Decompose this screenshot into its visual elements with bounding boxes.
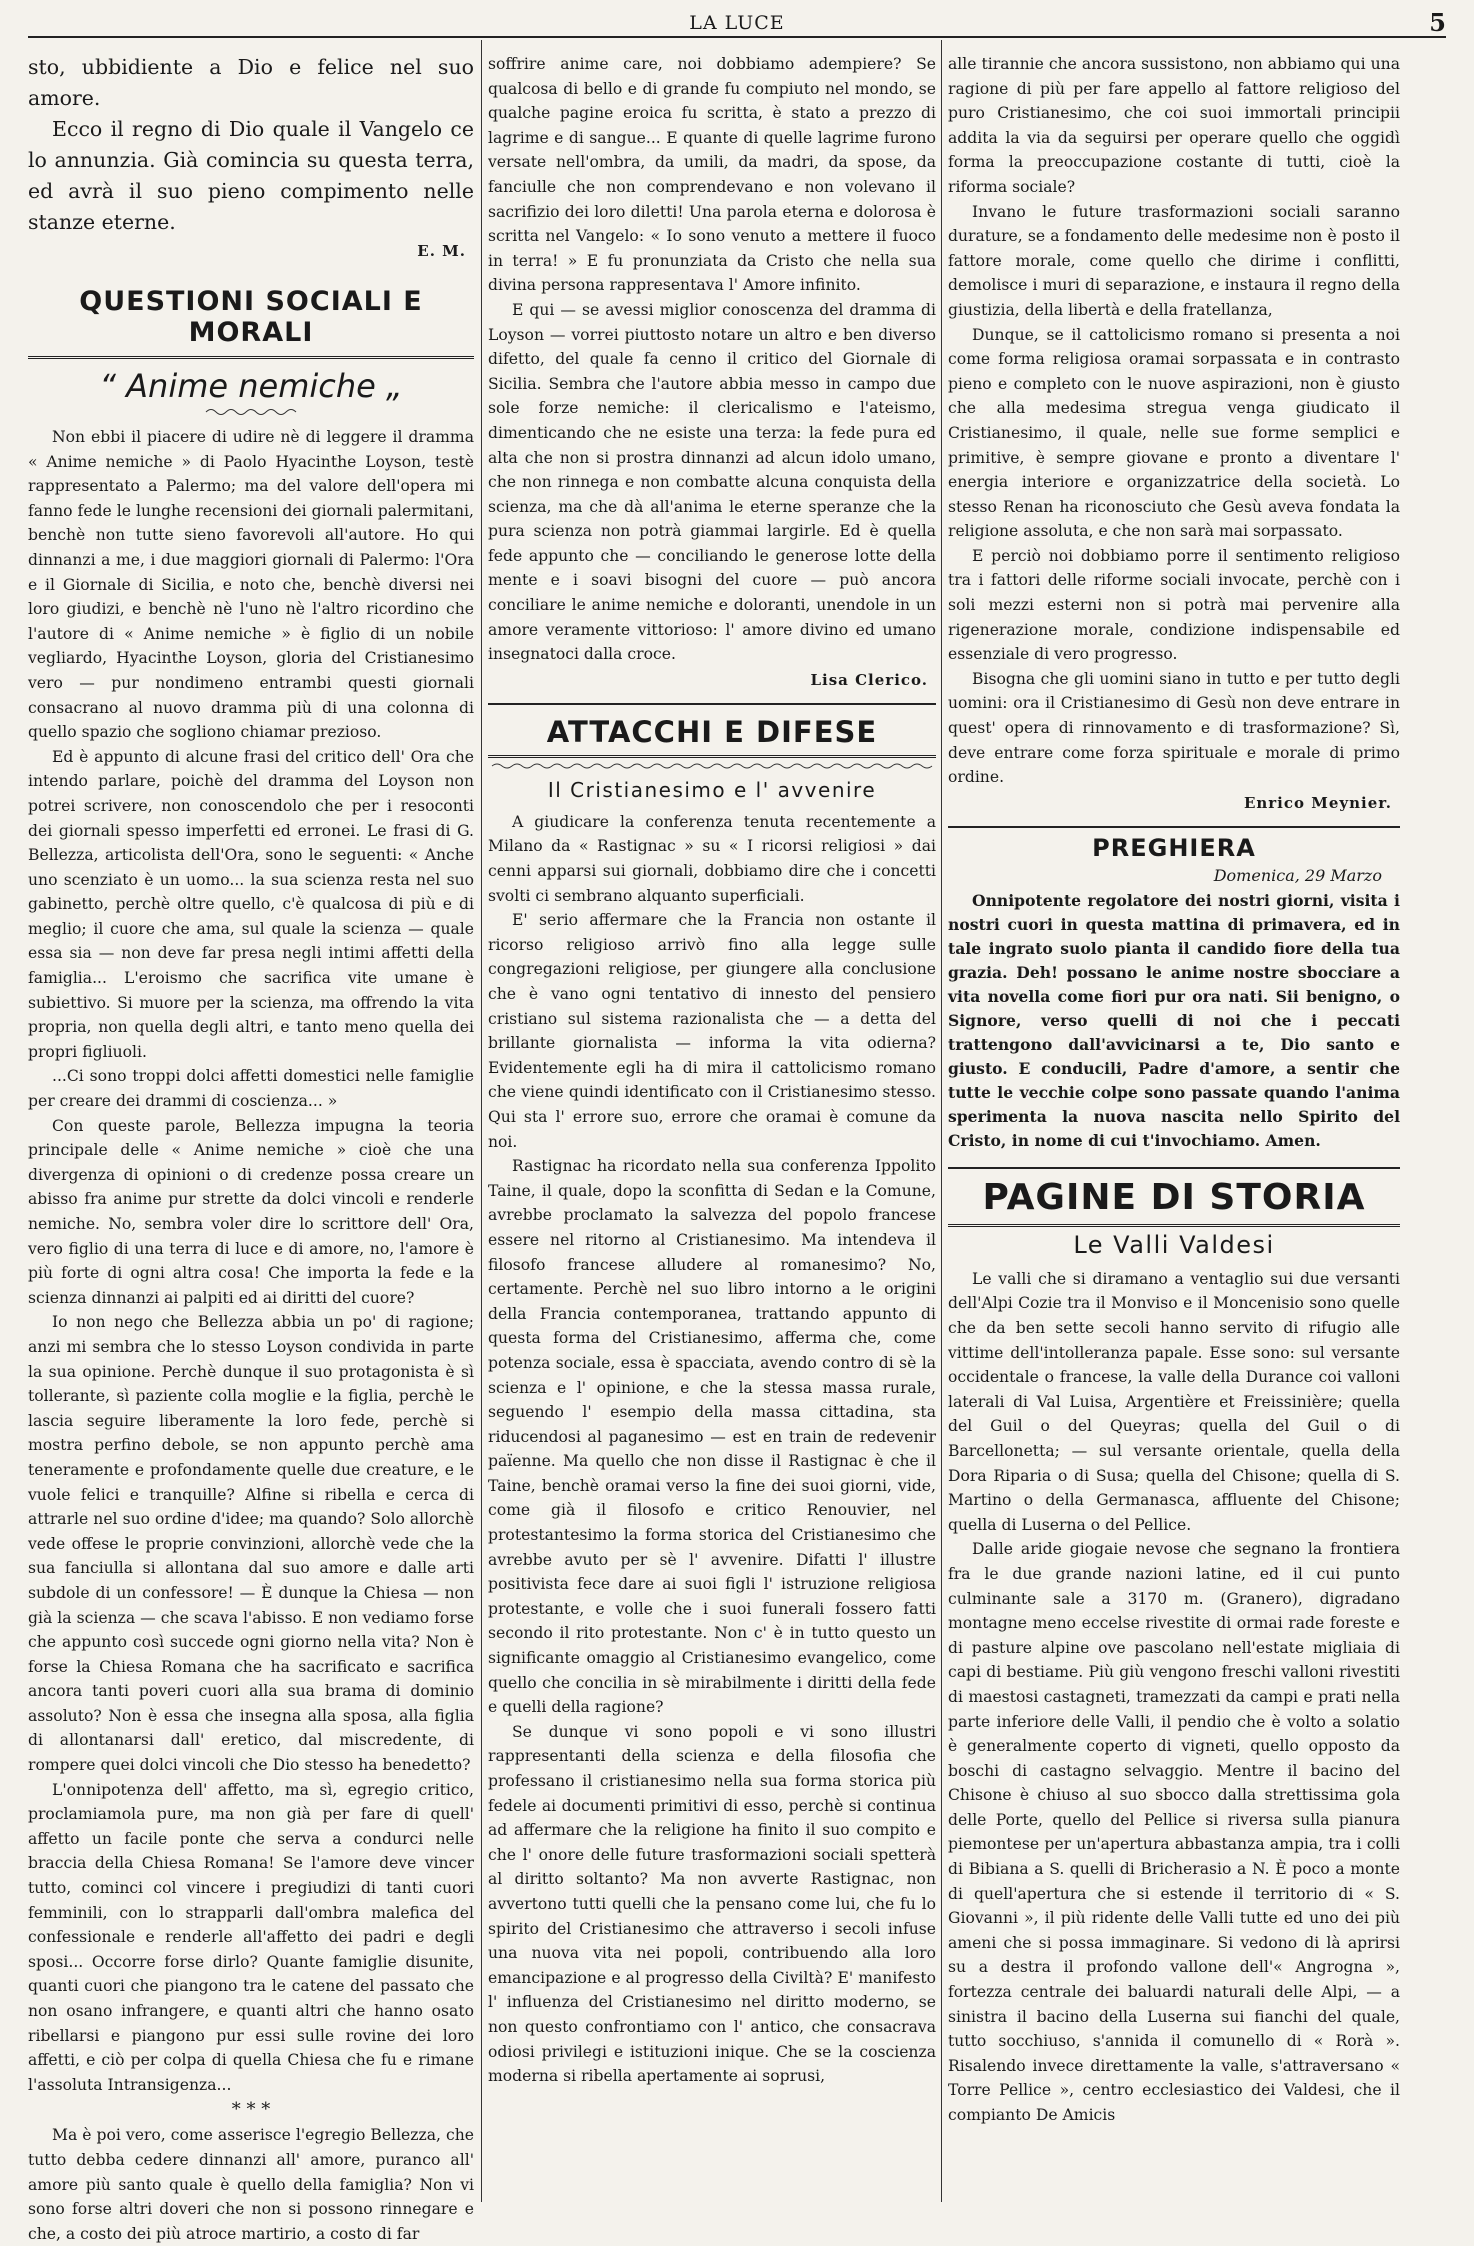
article-subtitle: Il Cristianesimo e l' avvenire xyxy=(547,777,877,802)
article-title: “ Anime nemiche „ xyxy=(99,367,403,405)
paragraph: ...Ci sono troppi dolci affetti domestici nelle famiglie per creare dei drammi di coscienza... » xyxy=(28,1067,474,1111)
article-body xyxy=(488,810,936,2089)
signature: E. M. xyxy=(417,242,466,260)
paragraph: Rastignac ha ricordato nella sua conferenza Ippolito Taine, il quale, dopo la sconfitta di Sedan e la Comune, avrebbe proclamato la salvezza del popolo francese essere nel ritorno al Cristianesimo. Ma intendeva il filosofo francese alludere al romanesimo? No, certamente. Perchè nel suo libro intorno a le origini della Francia contemporanea, trattando appunto di questa forma del Cristianesimo, afferma che, come potenza sociale, essa è spacciata, avendo contro di sè la scienza e l' opinione, e che la stessa massa rurale, seguendo l' esempio della massa cittadina, sta riducendosi al paganesimo — est en train de redevenir païenne. Ma quello che non disse il Rastignac è che il Taine, benchè oramai verso la fine dei suoi giorni, vide, come già il filosofo e critico Renouvier, nel protestantesimo la forma storica del Cristianesimo che avrebbe avuto per sè l' avvenire. Difatti l' illustre positivista fece dare ai suoi figli l' istruzione religiosa protestante, e volle che i suoi funerali fossero fatti secondo il rito protestante. Non c' è in tutto questo un significante omaggio al Cristianesimo evangelico, come quello che concilia in sè mirabilmente i diritti della fede e quelli della ragione? xyxy=(488,1157,936,1717)
article-body xyxy=(28,425,474,2246)
section-heading: PREGHIERA xyxy=(948,826,1400,862)
section-heading: PAGINE DI STORIA xyxy=(948,1167,1400,1227)
paragraph: Dunque, se il cattolicismo romano si presenta a noi come forma religiosa oramai sorpassata e in contrasto pieno e completo con le nuove aspirazioni, non è giusto che alla medesima stregua venga giudicato il Cristianesimo, il quale, nelle sue forme semplici e primitive, è sempre giovane e pronto a diventare l' energia interiore e organizzatrice della società. Lo stesso Renan ha riconosciuto che Gesù aveva fondata la religione assoluta, e che non sarà mai sorpassato. xyxy=(948,325,1400,541)
paragraph: Se dunque vi sono popoli e vi sono illustri rappresentanti della scienza e della filosofia che professano il cristianesimo nella sua forma storica più fedele ai documenti primitivi di esso, perchè si continua ad affermare che la religione ha finito il suo compito e che l' onore delle future trasformazioni sociali spetterà al diritto soltanto? Ma non avverte Rastignac, non avvertono tutti quelli che la pensano come lui, che fu lo spirito del Cristianesimo che attraverso i secoli infuse una nuova vita nei popoli, contribuendo alla loro emancipazione e al progresso della Civiltà? E' manifesto l' influenza del Cristianesimo nel diritto moderno, se non questo confrontiamo con l' antico, che consacrava odiosi privilegi e istituzioni inique. Che se la coscienza moderna si ribella apertamente ai soprusi, xyxy=(488,1722,936,2086)
asterism: * * * xyxy=(231,2099,271,2121)
paragraph: Ecco il regno di Dio quale il Vangelo ce lo annunzia. Già comincia su questa terra, ed avrà il suo pieno compimento nelle stanze eterne. xyxy=(28,117,474,234)
prayer-body xyxy=(948,889,1400,1153)
column-rule xyxy=(481,40,482,2202)
column-rule xyxy=(941,40,942,2202)
dateline: Domenica, 29 Marzo xyxy=(1213,865,1382,885)
paragraph: Invano le future trasformazioni sociali saranno durature, se a fondamento delle medesime non è posto il fattore morale, come quello che dirime i conflitti, demolisce i muri di separazione, e instaura il regno della giustizia, della libertà e della fratellanza, xyxy=(948,202,1400,319)
paragraph: Non ebbi il piacere di udire nè di leggere il dramma « Anime nemiche » di Paolo Hyacinthe Loyson, testè rappresentato a Palermo; ma del valore dell'opera mi fanno fede le lunghe recensioni dei giornali palermitani, benchè non tutte sieno favorevoli all'autore. Ho qui dinnanzi a me, i due maggiori giornali di Palermo: l'Ora e il Giornale di Sicilia, e noto che, benchè diversi nei loro giudizi, e benchè nè l'uno nè l'altro ricordino che l'autore di « Anime nemiche » è figlio di un nobile vegliardo, Hyacinthe Loyson, gloria del Cristianesimo vero — pur nondimeno entrambi questi giornali consacrano al nuovo dramma più di una colonna di quello spazio che sogliono chiamar prezioso. xyxy=(28,428,474,742)
paragraph: E perciò noi dobbiamo porre il sentimento religioso tra i fattori delle riforme sociali invocate, perchè con i soli mezzi esterni non si potrà mai pervenire alla rigenerazione morale, condizione indispensabile ed essenziale di vero progresso. xyxy=(948,546,1400,664)
paragraph: E qui — se avessi miglior conoscenza del dramma di Loyson — vorrei piuttosto notare un altro e ben diverso difetto, del quale fa cenno il critico del Giornale di Sicilia. Sembra che l'autore abbia messo in campo due sole forze nemiche: il clericalismo e l'ateismo, dimenticando che ne esiste una terza: la fede pura ed alta che non si prostra dinnanzi ad alcun idolo umano, che non rinnega e non combatte alcuna conquista della scienza, ma che dà all'anima le eterne speranze che la pura scienza non potrà giammai largirle. Ed è quella fede appunto che — conciliando le generose lotte della mente e i soavi bisogni del cuore — può ancora conciliare le anime nemiche e doloranti, unendole in un amore veramente vittorioso: l' amore divino ed umano insegnatoci dalla croce. xyxy=(488,300,936,664)
paragraph: Le valli che si diramano a ventaglio sui due versanti dell'Alpi Cozie tra il Monviso e il Moncenisio sono quelle che da ben sette secoli hanno servito di rifugio alle vittime dell'intolleranza papale. Esse sono: sul versante occidentale o francese, la valle della Durance coi valloni laterali di Val Luisa, Argentière et Freissinière; quella del Guil o del Queyras; quella del Guil o di Barcellonetta; — sul versante orientale, quella della Dora Riparia o di Susa; quella del Chisone; quella di S. Martino o della Germanasca, affluente del Chisone; quella di Luserna o del Pellice. xyxy=(948,1269,1400,1534)
paragraph: Bisogna che gli uomini siano in tutto e per tutto degli uomini: ora il Cristianesimo di Gesù non deve entrare in quest' opera di rinnovamento e di trasformazione? Sì, deve entrare come forza spirituale e morale di primo ordine. xyxy=(948,669,1400,787)
section-heading: ATTACCHI E DIFESE xyxy=(488,703,936,758)
column-3 xyxy=(948,52,1400,2200)
paragraph: sto, ubbidiente a Dio e felice nel suo amore. xyxy=(28,55,474,110)
paragraph: soffrire anime care, noi dobbiamo adempiere? Se qualcosa di bello e di grande fu compiuto nel mondo, se qualche pagine eroica fu scritta, è stato a prezzo di lagrime e di sangue... E quante di quelle lagrime furono versate nell'ombra, da umili, da madri, da spose, da fanciulle che non comprendevano e non volevano il sacrifizio dei loro diletti! Una parola eterna e dolorosa è scritta nel Vangelo: « Io sono venuto a mettere il fuoco in terra! » E fu pronunziata da Cristo che nella sua divina persona rappresentava l' Amore infinito. xyxy=(488,55,936,295)
article-body xyxy=(948,52,1400,790)
article-subtitle: Le Valli Valdesi xyxy=(1073,1230,1275,1259)
article-body xyxy=(948,1267,1400,2128)
ornament-divider xyxy=(492,762,932,770)
paragraph: L'onnipotenza dell' affetto, ma sì, egregio critico, proclamiamola pure, ma non già per fare di quell' affetto un facile ponte che serva a condurci nelle braccia della Chiesa Romana! Se l'amore deve vincer tutto, cominci col vincere i pregiudizi di tanti cuori femminili, con lo strapparli dall'ombra malefica del confessionale e renderle all'affetto dei padri e degli sposi... Occorre forse dirlo? Quante famiglie disunite, quanti cuori che piangono tra le catene del passato che non osano infrangere, e quanti altri che hanno osato ribellarsi e piangono pur essi sulle rovine dei loro affetti, e ciò per colpa di quella Chiesa che fu e rimane l'assoluta Intransigenza... xyxy=(28,1780,474,2094)
paragraph: Ma è poi vero, come asserisce l'egregio Bellezza, che tutto debba cedere dinnanzi all' amore, puranco all' amore più santo quale è quello della famiglia? Non vi sono forse altri doveri che non si possono rinnegare e che, a costo dei più atroce martirio, a costo di far xyxy=(28,2126,474,2243)
page-header xyxy=(28,6,1446,38)
signature: Enrico Meynier. xyxy=(1243,793,1392,812)
column-2 xyxy=(488,52,936,2200)
running-title: LA LUCE xyxy=(689,12,785,34)
column-1 xyxy=(28,52,474,2243)
page-number: 5 xyxy=(1429,8,1446,37)
paragraph: E' serio affermare che la Francia non ostante il ricorso religioso arrivò fino alla legge sulle congregazioni religiose, per giungere alla conclusione che è vano ogni tentativo di innesto del pensiero cristiano sul sistema razionalista che — a detta del brillante giornalista — informa la vita odierna? Evidentemente egli ha di mira il cattolicismo romano che viene quindi identificato con il Cristianesimo stesso. Qui sta l' errore suo, errore che oramai è comune da noi. xyxy=(488,911,936,1151)
paragraph: Io non nego che Bellezza abbia un po' di ragione; anzi mi sembra che lo stesso Loyson condivida in parte la sua opinione. Perchè dunque il suo protagonista è sì tollerante, sì paziente colla moglie e la figlia, perchè le lascia seguire liberamente la loro fede, perchè si mostra perfino debole, se non appunto perchè ama teneramente e profondamente quelle due creature, e le vuole felici e tranquille? Alfine si ribella e cerca di attrarle nel suo ordine d'idee; ma quando? Solo allorchè vede offese le proprie convinzioni, allorchè vede che la sua fanciulla si allontana dal suo amore e dalle arti subdole di un confessore! — È dunque la Chiesa — non già la scienza — che scava l'abisso. E non vediamo forse che appunto così succede ogni giorno nella vita? Non è forse la Chiesa Romana che ha sacrificato e sacrifica ancora tanti poveri cuori alla sua brama di dominio assoluto? Non è essa che insegna alla sposa, alla figlia di allontanarsi dall' eretico, dal miscredente, di rompere quei dolci vincoli che Dio stesso ha benedetto? xyxy=(28,1313,474,1775)
paragraph: A giudicare la conferenza tenuta recentemente a Milano da « Rastignac » su « I ricorsi religiosi » dai cenni apparsi sui giornali, dobbiamo dire che i concetti svolti ci sembrano alquanto superficiali. xyxy=(488,812,936,905)
signature: Lisa Clerico. xyxy=(810,670,928,689)
paragraph: Ed è appunto di alcune frasi del critico dell' Ora che intendo parlare, poichè del dramma del Loyson non potrei scrivere, non conoscendolo che per i resoconti dei giornali spesso imperfetti ed erronei. Le frasi di G. Bellezza, articolista dell'Ora, sono le seguenti: « Anche uno scenziato è un uomo... la sua scienza resta nel suo gabinetto, perchè oltre quello, c'è qualcosa di più e di meglio; il cuore che ama, sul quale la scienza — quale essa sia — non deve far presa negli intimi affetti della famiglia... L'eroismo che sacrifica vite umane è subiettivo. Si muore per la scienza, ma offrendo la vita propria, non quella degli altri, e tanto meno quella dei propri figliuoli. xyxy=(28,747,474,1061)
paragraph: Onnipotente regolatore dei nostri giorni, visita i nostri cuori in questa mattina di primavera, ed in tale ingrato suolo pianta il candido fiore della tua grazia. Deh! possano le anime nostre sbocciare a vita novella come fiori pur ora nati. Sii benigno, o Signore, verso quelli di noi che i peccati trattengono dall'avvicinarsi a te, Dio santo e giusto. E conducili, Padre d'amore, a sentir che tutte le vecchie colpe sono passate quando l'anima sperimenta la nuova nascita nello Spirito del Cristo, in nome di cui t'invochiamo. Amen. xyxy=(948,890,1400,1150)
paragraph: alle tirannie che ancora sussistono, non abbiamo qui una ragione di più per fare appello al fattore religioso del puro Cristianesimo, che coi suoi immortali principii addita la via da seguirsi per operare quello che oggidì forma la preoccupazione costante di tutti, cioè la riforma sociale? xyxy=(948,55,1400,196)
paragraph: Con queste parole, Bellezza impugna la teoria principale delle « Anime nemiche » cioè che una divergenza di opinioni o di credenze possa creare un abisso fra anime pur strette da dolci vincoli e renderle nemiche. No, sembra voler dire lo scrittore dell' Ora, vero figlio di una terra di luce e di amore, no, l'amore è più forte di ogni altra cosa! Che importa la fede e la scienza dinnanzi ai palpiti ed ai diritti del cuore? xyxy=(28,1116,474,1307)
section-heading: QUESTIONI SOCIALI E MORALI xyxy=(28,276,474,359)
ornament-divider xyxy=(206,407,296,417)
continued-article xyxy=(28,52,474,238)
paragraph: Dalle aride giogaie nevose che segnano la frontiera fra le due grande nazioni latine, ed il cui punto culminante sale a 3170 m. (Granero), digradano montagne meno eccelse rivestite di ormai rade foreste e di pasture alpine ove pascolano nell'estate migliaia di capi di bestiame. Più giù vengono freschi valloni rivestiti di maestosi castagneti, tramezzati da campi e prati nella parte inferiore delle Valli, il pendio che è volto a solatio è generalmente coperto di vigneti, quello opposto da boschi di castagno selvaggio. Mentre il bacino del Chisone è chiuso al suo sbocco dalla strettissima gola delle Porte, quello del Pellice si riversa sulla pianura piemontese per un'apertura abbastanza ampia, tra i colli di Bibiana a S. quelli di Bricherasio a N. È poco a monte di quell'apertura che si estende il territorio di « S. Giovanni », il più ridente delle Valli tutte ed uno dei più ameni che si possa immaginare. Si vedono di là aprirsi su a destra il profondo vallone dell'« Angrogna », fortezza centrale dei baluardi naturali delle Alpi, — a sinistra il bacino della Luserna sui fianchi del quale, tutto socchiuso, s'annida il comunello di « Rorà ». Risalendo invece direttamente la valle, s'attraversano « Torre Pellice », centro ecclesiastico dei Valdesi, che il compianto De Amicis xyxy=(948,1540,1400,2124)
article-body xyxy=(488,52,936,667)
